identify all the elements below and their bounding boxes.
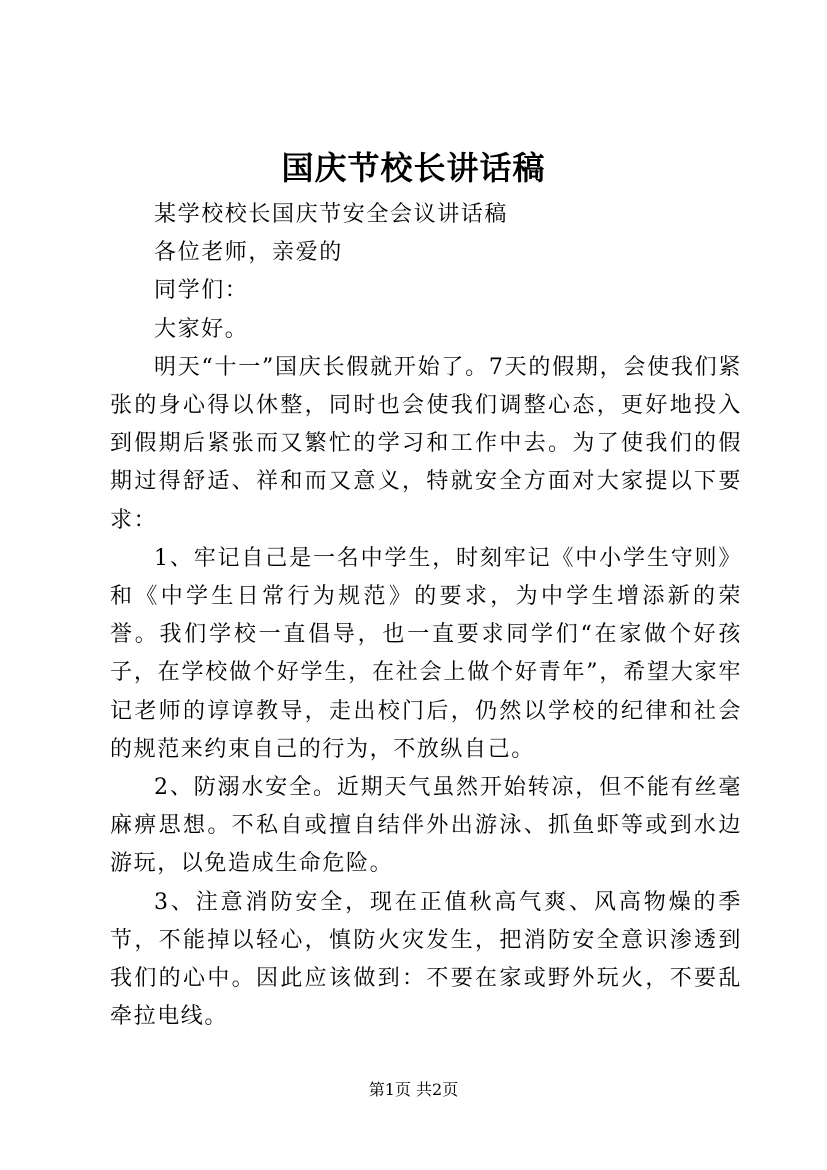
paragraph-greeting: 大家好。 xyxy=(154,316,249,342)
document-title: 国庆节校长讲话稿 xyxy=(281,149,546,187)
page-footer: 第1页 共2页 xyxy=(368,1080,459,1099)
paragraph-salutation: 各位老师，亲爱的 xyxy=(154,240,343,266)
document-body xyxy=(110,196,742,1036)
paragraph-item-3: 3、注意消防安全，现在正值秋高气爽、风高物燥的季节，不能掉以轻心，慎防火灾发生，把消防安全意识渗透到我们的心中。因此应该做到：不要在家或野外玩火，不要乱牵拉电线。 xyxy=(110,889,742,1030)
paragraph-item-2: 2、防溺水安全。近期天气虽然开始转凉，但不能有丝毫麻痹思想。不私自或擅自结伴外出游泳、抓鱼虾等或到水边游玩，以免造成生命危险。 xyxy=(110,775,742,877)
paragraph-intro: 明天“十一”国庆长假就开始了。7天的假期，会使我们紧张的身心得以休整，同时也会使我们调整心态，更好地投入到假期后紧张而又繁忙的学习和工作中去。为了使我们的假期过得舒适、祥和而又意义，特就安全方面对大家提以下要求： xyxy=(110,354,742,533)
paragraph-salutation-continued: 同学们： xyxy=(154,278,249,304)
paragraph-item-1: 1、牢记自己是一名中学生，时刻牢记《中小学生守则》和《中学生日常行为规范》的要求，为中学生增添新的荣誉。我们学校一直倡导，也一直要求同学们“在家做个好孩子，在学校做个好学生，在社会上做个好青年”，希望大家牢记老师的谆谆教导，走出校门后，仍然以学校的纪律和社会的规范来约束自己的行为，不放纵自己。 xyxy=(110,545,742,762)
paragraph-subtitle: 某学校校长国庆节安全会议讲话稿 xyxy=(154,202,509,227)
